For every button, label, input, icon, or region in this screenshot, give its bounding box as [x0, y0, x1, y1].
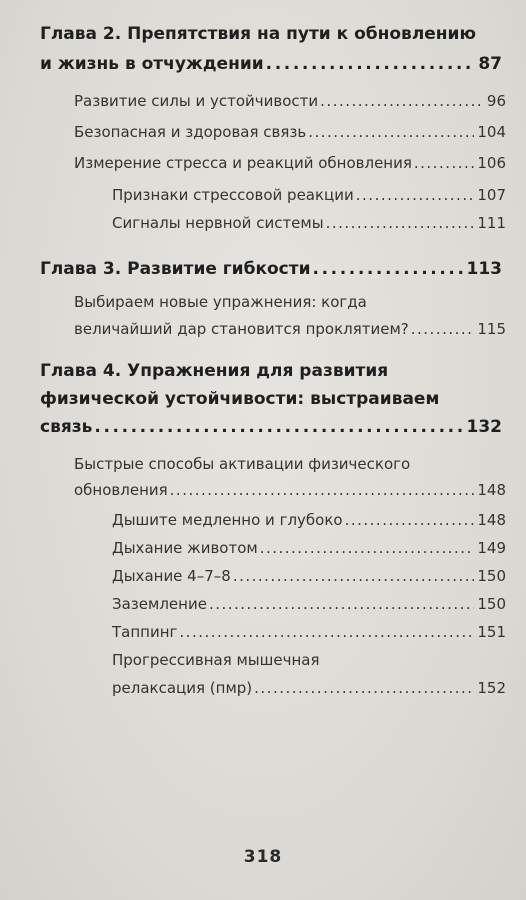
toc-entry[interactable] [74, 154, 506, 172]
dot-leader [313, 259, 464, 279]
section-title-line2: величайший дар становится проклятием? [74, 320, 409, 338]
dot-leader [326, 214, 475, 232]
toc-entry[interactable] [112, 623, 506, 641]
section-title: Измерение стресса и реакций обновления [74, 154, 412, 172]
section-title-line1: Выбираем новые упражнения: когда [74, 293, 367, 311]
page-number: 318 [243, 847, 283, 867]
toc-entry[interactable] [112, 214, 506, 232]
dot-leader [260, 539, 475, 557]
toc-entry[interactable] [74, 92, 506, 110]
section-title: Дыхание 4–7–8 [112, 567, 231, 585]
dot-leader [356, 186, 475, 204]
section-title: Таппинг [112, 623, 178, 641]
section-title-line1: Прогрессивная мышечная [112, 651, 320, 669]
section-title: Сигналы нервной системы [112, 214, 324, 232]
toc-entry[interactable] [74, 320, 506, 338]
section-title: Дыхание животом [112, 539, 258, 557]
chapter-3-title: Глава 3. Развитие гибкости [40, 259, 311, 279]
section-title: Безопасная и здоровая связь [74, 123, 307, 141]
page-ref: 152 [477, 679, 506, 697]
page-ref: 148 [477, 511, 506, 529]
chapter-2-title-line1: Глава 2. Препятствия на пути к обновлению [40, 24, 476, 44]
chapter-4-title-line1: Глава 4. Упражнения для развития [40, 361, 389, 381]
toc-entry[interactable] [112, 679, 506, 697]
dot-leader [233, 567, 475, 585]
toc-entry[interactable] [112, 539, 506, 557]
dot-leader [170, 481, 475, 499]
page-ref: 149 [477, 539, 506, 557]
chapter-2-title-line2: и жизнь в отчуждении [40, 54, 264, 74]
dot-leader [320, 92, 484, 110]
page-ref: 151 [477, 623, 506, 641]
toc-entry[interactable] [112, 567, 506, 585]
dot-leader [94, 417, 463, 437]
section-title: Дышите медленно и глубоко [112, 511, 343, 529]
page-ref: 115 [477, 320, 506, 338]
page-ref: 111 [477, 214, 506, 232]
page-ref: 106 [477, 154, 506, 172]
section-title: Заземление [112, 595, 207, 613]
dot-leader [414, 154, 474, 172]
chapter-4-title-line2: физической устойчивости: выстраиваем [40, 389, 440, 409]
dot-leader [254, 679, 474, 697]
chapter-4-title-line3: связь [40, 417, 93, 437]
toc-entry-chapter-3[interactable] [40, 259, 502, 279]
toc-entry[interactable] [112, 511, 506, 529]
page-ref: 148 [477, 481, 506, 499]
section-title-line2: релаксация (пмр) [112, 679, 253, 697]
page-ref: 150 [477, 595, 506, 613]
dot-leader [308, 123, 474, 141]
toc-entry[interactable] [74, 481, 506, 499]
toc-entry-chapter-2[interactable] [40, 54, 502, 74]
dot-leader [411, 320, 475, 338]
dot-leader [266, 54, 476, 74]
section-title: Признаки стрессовой реакции [112, 186, 354, 204]
section-title-line1: Быстрые способы активации физического [74, 455, 411, 473]
section-title-line2: обновления [74, 481, 168, 499]
dot-leader [345, 511, 475, 529]
page-ref: 150 [477, 567, 506, 585]
dot-leader [209, 595, 474, 613]
dot-leader [179, 623, 474, 641]
page-ref: 87 [478, 54, 502, 74]
page-ref: 132 [466, 417, 502, 437]
page-ref: 113 [466, 259, 502, 279]
page-ref: 104 [477, 123, 506, 141]
page-ref: 96 [486, 92, 506, 110]
toc-entry[interactable] [112, 595, 506, 613]
page-ref: 107 [477, 186, 506, 204]
toc-entry[interactable] [74, 123, 506, 141]
section-title: Развитие силы и устойчивости [74, 92, 319, 110]
toc-entry[interactable] [112, 186, 506, 204]
toc-entry-chapter-4[interactable] [40, 417, 502, 437]
